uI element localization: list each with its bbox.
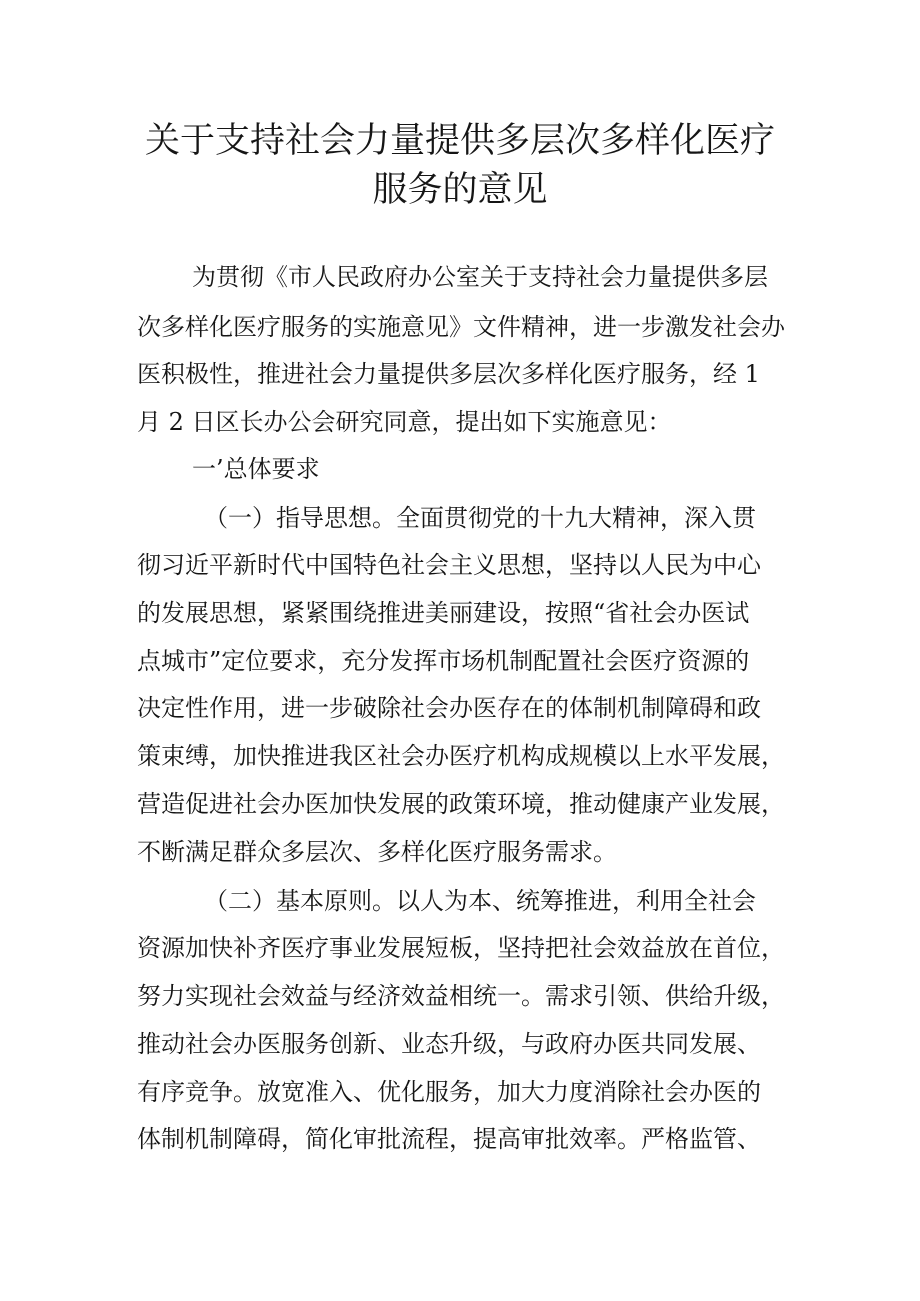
body-line: 有序竞争。放宽准入、优化服务，加大力度消除社会办医的	[137, 1078, 761, 1106]
body-line: 策束缚，加快推进我区社会办医疗机构成规模以上水平发展，	[137, 742, 785, 770]
body-line: 不断满足群众多层次、多样化医疗服务需求。	[137, 838, 617, 866]
body-line: 次多样化医疗服务的实施意见》文件精神，进一步激发社会办	[137, 313, 785, 341]
body-line: 体制机制障碍，简化审批流程，提高审批效率。严格监管、	[137, 1125, 761, 1153]
body-line: （一）指导思想。全面贯彻党的十九大精神，深入贯	[204, 504, 756, 532]
body-line: 营造促进社会办医加快发展的政策环境，推动健康产业发展，	[137, 790, 785, 818]
body-line: 推动社会办医服务创新、业态升级，与政府办医共同发展、	[137, 1030, 761, 1058]
document-title-line-1: 关于支持社会力量提供多层次多样化医疗	[144, 121, 775, 161]
body-line: 为贯彻《市人民政府办公室关于支持社会力量提供多层	[192, 263, 768, 291]
body-line: 努力实现社会效益与经济效益相统一。需求引领、供给升级，	[137, 982, 785, 1010]
body-line: 医积极性，推进社会力量提供多层次多样化医疗服务，经 1	[137, 360, 760, 388]
body-line: 的发展思想，紧紧围绕推进美丽建设，按照“省社会办医试	[137, 599, 750, 627]
body-line: 点城市”定位要求，充分发挥市场机制配置社会医疗资源的	[137, 647, 750, 675]
section-heading: 一’总体要求	[192, 455, 320, 483]
body-line: 资源加快补齐医疗事业发展短板，坚持把社会效益放在首位，	[137, 934, 785, 962]
body-line: （二）基本原则。以人为本、统筹推进，利用全社会	[204, 887, 756, 915]
body-line: 彻习近平新时代中国特色社会主义思想，坚持以人民为中心	[137, 551, 761, 579]
body-line: 月 2 日区长办公会研究同意，提出如下实施意见：	[137, 408, 672, 436]
body-line: 决定性作用，进一步破除社会办医存在的体制机制障碍和政	[137, 694, 761, 722]
document-title-line-2: 服务的意见	[372, 170, 548, 210]
